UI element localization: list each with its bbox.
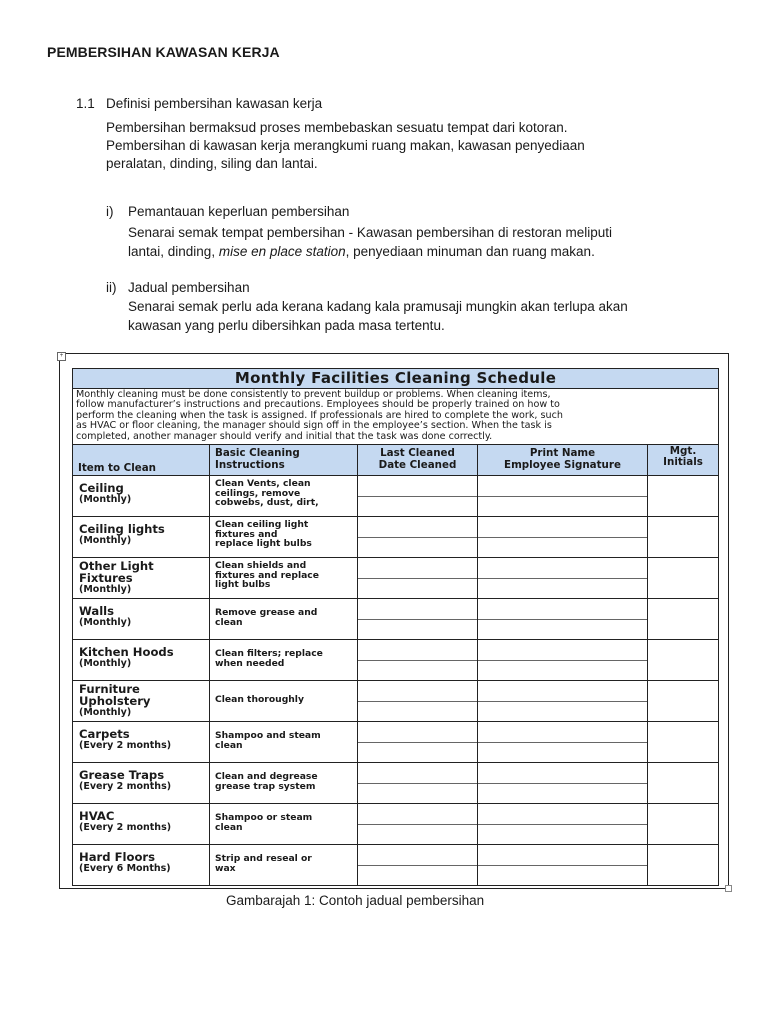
item-name: Furniture <box>79 682 140 697</box>
instruction-line: grease trap system <box>215 780 316 792</box>
cell-split <box>358 845 477 885</box>
mgt-initials-cell[interactable] <box>648 722 719 763</box>
employee-signature-cell[interactable] <box>478 517 648 558</box>
instruction-line: Clean and degrease <box>215 771 318 783</box>
instruction-text <box>210 640 357 668</box>
figure-caption: Gambarajah 1: Contoh jadual pembersihan <box>226 893 485 908</box>
table-row <box>73 681 719 722</box>
item-name: Hard Floors <box>79 850 156 865</box>
instruction-text <box>210 722 357 750</box>
item-frequency: (Every 2 months) <box>79 740 172 752</box>
schedule-title: Monthly Facilities Cleaning Schedule <box>73 369 719 389</box>
item-cell <box>73 722 210 763</box>
item-frequency: (Every 2 months) <box>79 822 172 834</box>
cell-divider <box>478 742 647 743</box>
instruction-text <box>210 804 357 832</box>
item-i-number: i) <box>106 204 114 219</box>
cell-divider <box>358 742 477 743</box>
instruction-line: Clean thoroughly <box>215 694 304 706</box>
header-line: Instructions <box>215 459 285 472</box>
header-line: Date Cleaned <box>378 459 457 472</box>
header-print-name <box>478 445 648 476</box>
cleaning-schedule-table <box>72 368 719 886</box>
instruction-text <box>210 599 357 627</box>
instruction-line: Strip and reseal or <box>215 853 312 865</box>
body-line: Pembersihan di kawasan kerja merangkumi ruang makan, kawasan penyediaan <box>106 138 585 153</box>
cell-divider <box>478 496 647 497</box>
document-heading: PEMBERSIHAN KAWASAN KERJA <box>47 44 280 60</box>
cell-split <box>478 640 647 680</box>
cell-divider <box>358 496 477 497</box>
instruction-cell <box>210 763 358 804</box>
cell-divider <box>478 865 647 866</box>
instruction-cell <box>210 681 358 722</box>
cell-split <box>478 722 647 762</box>
section-1-1-number: 1.1 <box>76 96 95 111</box>
table-row <box>73 722 719 763</box>
body-line <box>128 242 612 261</box>
item-cell <box>73 476 210 517</box>
instruction-line: ceilings, remove <box>215 487 301 499</box>
last-cleaned-cell[interactable] <box>358 804 478 845</box>
instruction-line: clean <box>215 821 243 833</box>
section-1-1-body <box>106 119 585 173</box>
employee-signature-cell[interactable] <box>478 476 648 517</box>
instruction-line: Clean ceiling light <box>215 519 309 531</box>
item-i-body <box>128 223 612 261</box>
cell-split <box>358 681 477 721</box>
employee-signature-cell[interactable] <box>478 763 648 804</box>
cell-divider <box>478 537 647 538</box>
instruction-line: Shampoo and steam <box>215 730 321 742</box>
instruction-line: Clean Vents, clean <box>215 478 311 490</box>
instruction-line: clean <box>215 739 243 751</box>
instruction-text <box>210 517 357 549</box>
item-frequency: (Monthly) <box>79 494 132 506</box>
mgt-initials-cell[interactable] <box>648 681 719 722</box>
instruction-cell <box>210 804 358 845</box>
cell-split <box>478 517 647 557</box>
item-i-title: Pemantauan keperluan pembersihan <box>128 204 350 219</box>
description-line: completed, another manager should verify and initial that the task was done correctly. <box>76 430 493 442</box>
item-name: Ceiling lights <box>79 522 165 537</box>
cell-divider <box>358 824 477 825</box>
item-cell <box>73 763 210 804</box>
instruction-line: wax <box>215 862 236 874</box>
instruction-line: fixtures and replace <box>215 569 319 581</box>
instruction-line: light bulbs <box>215 579 271 591</box>
table-row <box>73 763 719 804</box>
instruction-line: Clean filters; replace <box>215 648 323 660</box>
instruction-text <box>210 845 357 873</box>
mgt-initials-cell[interactable] <box>648 558 719 599</box>
instruction-line: fixtures and <box>215 528 278 540</box>
instruction-text <box>210 558 357 590</box>
cell-divider <box>478 578 647 579</box>
mgt-initials-cell[interactable] <box>648 763 719 804</box>
cell-divider <box>358 619 477 620</box>
cell-divider <box>478 783 647 784</box>
employee-signature-cell[interactable] <box>478 640 648 681</box>
body-text: , penyediaan minuman dan ruang makan. <box>345 244 595 259</box>
instruction-line: when needed <box>215 657 285 669</box>
instruction-cell <box>210 599 358 640</box>
instruction-text <box>210 763 357 791</box>
last-cleaned-cell[interactable] <box>358 558 478 599</box>
table-row <box>73 558 719 599</box>
item-frequency: (Monthly) <box>79 535 132 547</box>
item-name-line2: Fixtures <box>79 571 133 586</box>
description-line: perform the cleaning when the task is assigned. If professionals are hired to complete the work, such <box>76 409 563 421</box>
cell-divider <box>358 865 477 866</box>
table-row <box>73 845 719 886</box>
instruction-cell <box>210 476 358 517</box>
table-row <box>73 517 719 558</box>
resize-handle-icon[interactable] <box>725 885 732 892</box>
cell-split <box>358 763 477 803</box>
cell-divider <box>358 660 477 661</box>
last-cleaned-cell[interactable] <box>358 722 478 763</box>
mgt-initials-cell[interactable] <box>648 804 719 845</box>
table-header-row <box>73 445 719 476</box>
instruction-line: Clean shields and <box>215 560 307 572</box>
body-line: Senarai semak tempat pembersihan - Kawasan pembersihan di restoran meliputi <box>128 225 612 240</box>
schedule-description <box>73 389 719 445</box>
employee-signature-cell[interactable] <box>478 804 648 845</box>
instruction-text <box>210 476 357 508</box>
cell-split <box>358 476 477 516</box>
instruction-line: clean <box>215 616 243 628</box>
item-name: Grease Traps <box>79 768 165 783</box>
table-move-handle-icon[interactable]: + <box>57 352 66 361</box>
item-name: Walls <box>79 604 115 619</box>
item-cell <box>73 517 210 558</box>
header-item-to-clean: Item to Clean <box>73 445 210 476</box>
italic-term: mise en place station <box>218 244 346 259</box>
instruction-cell <box>210 722 358 763</box>
item-name: Ceiling <box>79 481 124 496</box>
cell-split <box>478 558 647 598</box>
cell-divider <box>478 619 647 620</box>
item-frequency: (Monthly) <box>79 584 132 596</box>
instruction-line: Remove grease and <box>215 607 318 619</box>
cell-split <box>478 476 647 516</box>
employee-signature-cell[interactable] <box>478 681 648 722</box>
mgt-initials-cell[interactable] <box>648 640 719 681</box>
item-frequency: (Monthly) <box>79 707 132 719</box>
mgt-initials-cell[interactable] <box>648 476 719 517</box>
item-cell <box>73 558 210 599</box>
item-ii-number: ii) <box>106 280 117 295</box>
item-frequency: (Every 6 Months) <box>79 863 171 875</box>
header-line: Initials <box>663 456 703 469</box>
description-line: as HVAC or floor cleaning, the manager should sign off in the employee’s section. When the task is <box>76 420 552 432</box>
instruction-cell <box>210 845 358 886</box>
employee-signature-cell[interactable] <box>478 558 648 599</box>
cell-split <box>358 599 477 639</box>
header-line: Mgt. <box>669 445 697 458</box>
header-line: Print Name <box>529 447 596 460</box>
body-text: lantai, dinding, <box>128 244 219 259</box>
table-row <box>73 476 719 517</box>
body-line: kawasan yang perlu dibersihkan pada masa tertentu. <box>128 318 445 333</box>
header-line: Basic Cleaning <box>215 447 300 460</box>
body-line: Senarai semak perlu ada kerana kadang kala pramusaji mungkin akan terlupa akan <box>128 299 628 314</box>
body-line: peralatan, dinding, siling dan lantai. <box>106 156 318 171</box>
item-ii-title: Jadual pembersihan <box>128 280 250 295</box>
cell-split <box>358 722 477 762</box>
cell-divider <box>358 578 477 579</box>
table-row <box>73 804 719 845</box>
cell-split <box>358 640 477 680</box>
item-name-line2: Upholstery <box>79 694 151 709</box>
cell-divider <box>478 660 647 661</box>
cell-split <box>478 599 647 639</box>
description-line: Monthly cleaning must be done consistently to prevent buildup or problems. When cleaning items, <box>76 389 551 400</box>
cell-split <box>478 763 647 803</box>
mgt-initials-cell[interactable] <box>648 517 719 558</box>
cell-divider <box>478 701 647 702</box>
employee-signature-cell[interactable] <box>478 845 648 886</box>
header-instructions <box>210 445 358 476</box>
header-mgt-initials <box>648 445 719 476</box>
item-name: Kitchen Hoods <box>79 645 174 660</box>
item-frequency: (Monthly) <box>79 658 132 670</box>
body-line: Pembersihan bermaksud proses membebaskan sesuatu tempat dari kotoran. <box>106 120 568 135</box>
employee-signature-cell[interactable] <box>478 722 648 763</box>
last-cleaned-cell[interactable] <box>358 517 478 558</box>
last-cleaned-cell[interactable] <box>358 681 478 722</box>
cell-divider <box>478 824 647 825</box>
schedule-figure <box>59 353 729 889</box>
table-row <box>73 640 719 681</box>
header-line: Employee Signature <box>504 459 621 472</box>
instruction-cell <box>210 517 358 558</box>
item-cell <box>73 804 210 845</box>
mgt-initials-cell[interactable] <box>648 845 719 886</box>
cell-split <box>358 804 477 844</box>
last-cleaned-cell[interactable] <box>358 476 478 517</box>
header-last-cleaned <box>358 445 478 476</box>
last-cleaned-cell[interactable] <box>358 845 478 886</box>
instruction-cell <box>210 558 358 599</box>
instruction-line: cobwebs, dust, dirt, <box>215 497 319 509</box>
description-line: follow manufacturer’s instructions and precautions. Employees should be properly trained on how to <box>76 399 560 411</box>
schedule-body <box>73 476 719 886</box>
item-cell <box>73 845 210 886</box>
cell-divider <box>358 783 477 784</box>
cell-divider <box>358 537 477 538</box>
item-cell <box>73 681 210 722</box>
section-1-1-title: Definisi pembersihan kawasan kerja <box>106 96 323 111</box>
table-row <box>73 599 719 640</box>
instruction-line: Shampoo or steam <box>215 812 313 824</box>
cell-split <box>478 845 647 885</box>
instruction-line: replace light bulbs <box>215 538 312 550</box>
item-cell <box>73 599 210 640</box>
item-frequency: (Monthly) <box>79 617 132 629</box>
item-name: Other Light <box>79 559 154 574</box>
last-cleaned-cell[interactable] <box>358 640 478 681</box>
cell-divider <box>358 701 477 702</box>
employee-signature-cell[interactable] <box>478 599 648 640</box>
item-ii-body <box>128 297 628 335</box>
item-frequency: (Every 2 months) <box>79 781 172 793</box>
last-cleaned-cell[interactable] <box>358 599 478 640</box>
cell-split <box>358 517 477 557</box>
item-cell <box>73 640 210 681</box>
last-cleaned-cell[interactable] <box>358 763 478 804</box>
cell-split <box>358 558 477 598</box>
mgt-initials-cell[interactable] <box>648 599 719 640</box>
cell-split <box>478 681 647 721</box>
cell-split <box>478 804 647 844</box>
instruction-cell <box>210 640 358 681</box>
item-name: HVAC <box>79 809 115 824</box>
instruction-text <box>210 681 357 705</box>
item-name: Carpets <box>79 727 130 742</box>
header-line: Last Cleaned <box>380 447 455 460</box>
